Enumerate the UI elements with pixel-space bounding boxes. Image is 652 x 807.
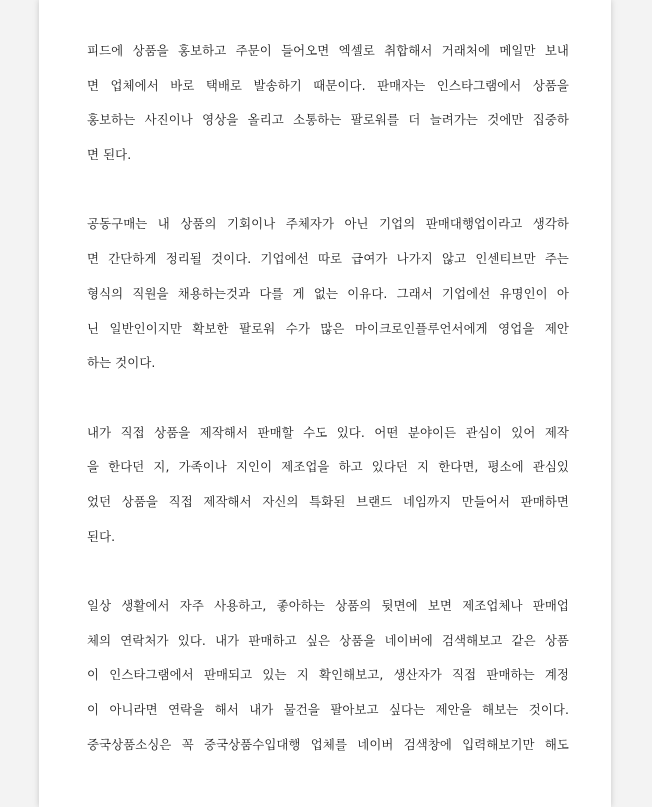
paragraph-gap — [87, 554, 569, 589]
document-page — [39, 0, 611, 807]
text-line: 체의 연락처가 있다. 내가 판매하고 싶은 상품을 네이버에 검색해보고 같은 상품 — [87, 632, 569, 648]
text-line: 하는 것이다. — [87, 355, 156, 371]
text-line: 공동구매는 내 상품의 기회이나 주체자가 아닌 기업의 판매대행업이라고 생각하 — [87, 216, 569, 232]
text-line: 된다. — [87, 528, 116, 544]
page-content — [87, 34, 569, 762]
text-line: 면 된다. — [87, 147, 132, 163]
text-line: 이 아니라면 연락을 해서 내가 물건을 팔아보고 싶다는 제안을 해보는 것이다. — [87, 702, 569, 718]
paragraph-4 — [87, 589, 569, 762]
text-line: 일상 생활에서 자주 사용하고, 좋아하는 상품의 뒷면에 보면 제조업체나 판매업 — [87, 598, 569, 613]
paragraph-gap — [87, 173, 569, 208]
text-line: 홍보하는 사진이나 영상을 올리고 소통하는 팔로워를 더 늘려가는 것에만 집중하 — [87, 112, 569, 128]
text-line: 닌 일반인이지만 확보한 팔로워 수가 많은 마이크로인플루언서에게 영업을 제안 — [87, 320, 569, 336]
text-line: 내가 직접 상품을 제작해서 판매할 수도 있다. 어떤 분야이든 관심이 있어 제작 — [87, 424, 569, 440]
paragraph-2 — [87, 207, 569, 380]
text-line: 형식의 직원을 채용하는것과 다를 게 없는 이유다. 그래서 기업에선 유명인이 아 — [87, 285, 569, 301]
text-line: 었던 상품을 직접 제작해서 자신의 특화된 브랜드 네임까지 만들어서 판매하면 — [87, 493, 569, 509]
text-line: 피드에 상품을 홍보하고 주문이 들어오면 엑셀로 취합해서 거래처에 메일만 보내 — [87, 43, 569, 58]
text-line: 면 간단하게 정리될 것이다. 기업에선 따로 급여가 나가지 않고 인센티브만 주는 — [87, 251, 569, 267]
paragraph-1 — [87, 34, 569, 173]
text-line: 이 인스타그램에서 판매되고 있는 지 확인해보고, 생산자가 직접 판매하는 계정 — [87, 667, 569, 683]
paragraph-3 — [87, 416, 569, 555]
text-line: 을 한다던 지, 가족이나 지인이 제조업을 하고 있다던 지 한다면, 평소에 관심있 — [87, 459, 569, 475]
text-line: 중국상품소싱은 꼭 중국상품수입대행 업체를 네이버 검색창에 입력해보기만 해도 — [87, 736, 569, 752]
paragraph-gap — [87, 381, 569, 416]
text-line: 면 업체에서 바로 택배로 발송하기 때문이다. 판매자는 인스타그램에서 상품을 — [87, 77, 569, 93]
